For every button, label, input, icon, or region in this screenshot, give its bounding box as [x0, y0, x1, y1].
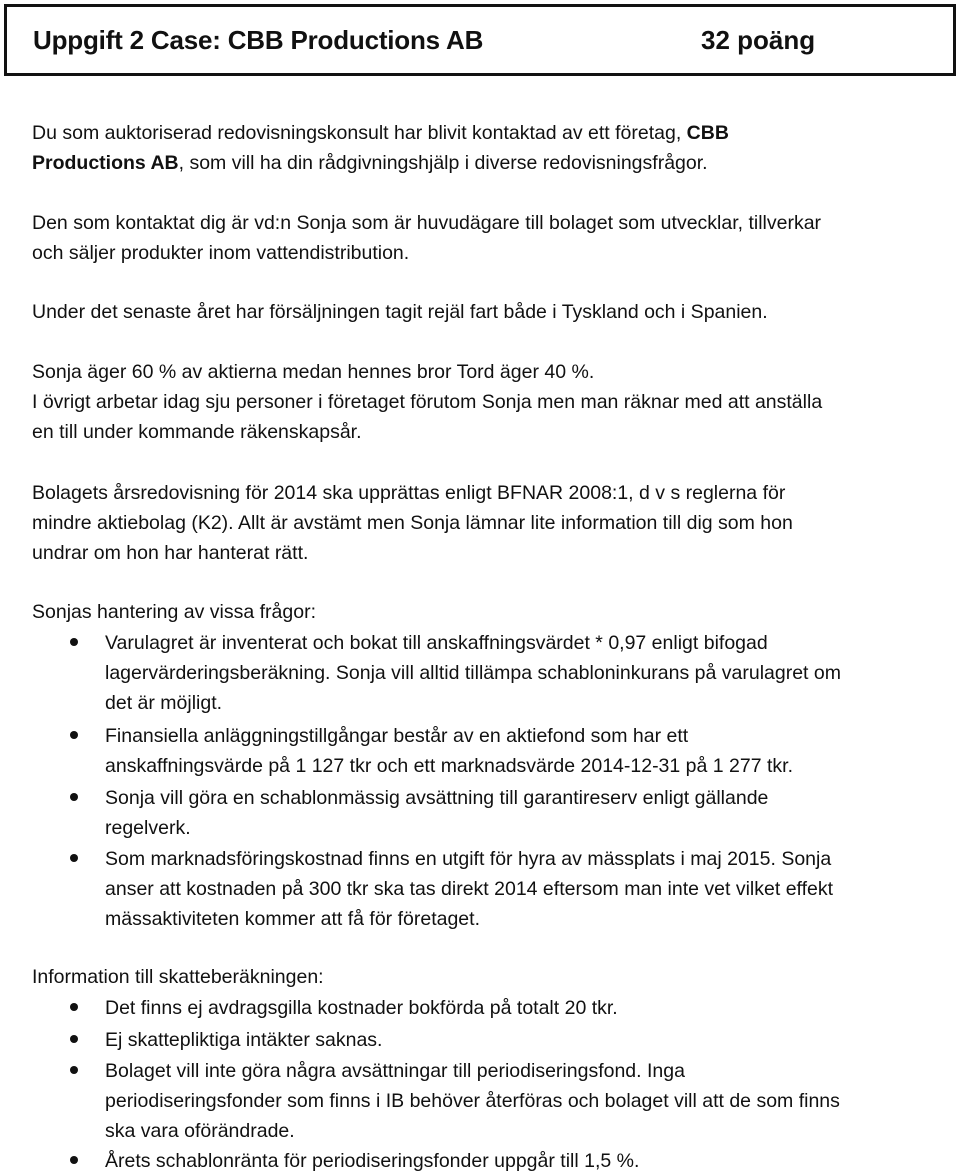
bullet-icon	[70, 638, 78, 646]
bullet-item	[105, 1056, 955, 1146]
bullet-icon	[70, 854, 78, 862]
paragraph-line: undrar om hon har hanterat rätt.	[32, 542, 309, 564]
bullet-icon	[70, 731, 78, 739]
bullet-line: Som marknadsföringskostnad finns en utgift för hyra av mässplats i maj 2015. Sonja	[105, 848, 832, 870]
bullet-item	[105, 1025, 955, 1055]
bullet-line: regelverk.	[105, 817, 191, 839]
paragraph-line: I övrigt arbetar idag sju personer i företaget förutom Sonja men man räknar med att anställa	[32, 391, 823, 413]
bullet-icon	[70, 1035, 78, 1043]
company-name-part1: CBB	[686, 122, 729, 144]
bullet-item	[105, 721, 955, 781]
bullet-item	[105, 844, 955, 934]
bullet-line: Ej skattepliktiga intäkter saknas.	[105, 1029, 383, 1051]
bullet-icon	[70, 1066, 78, 1074]
sales-paragraph: Under det senaste året har försäljningen tagit rejäl fart både i Tyskland och i Spanien.	[32, 301, 768, 323]
bullet-item	[105, 783, 955, 843]
bullet-line: lagervärderingsberäkning. Sonja vill alltid tillämpa schabloninkurans på varulagret om	[105, 662, 841, 684]
bullet-line: det är möjligt.	[105, 692, 223, 714]
paragraph-line: Bolagets årsredovisning för 2014 ska upprättas enligt BFNAR 2008:1, d v s reglerna för	[32, 482, 786, 504]
company-name-part2: Productions AB	[32, 152, 179, 174]
bullet-line: Varulagret är inventerat och bokat till anskaffningsvärdet * 0,97 enligt bifogad	[105, 632, 768, 654]
bullet-icon	[70, 1156, 78, 1164]
bullet-line: Finansiella anläggningstillgångar består av en aktiefond som har ett	[105, 725, 689, 747]
bullet-item	[105, 1146, 955, 1176]
paragraph-line: och säljer produkter inom vattendistribution.	[32, 242, 410, 264]
bullet-line: Årets schablonränta för periodiseringsfonder uppgår till 1,5 %.	[105, 1150, 640, 1172]
bullet-line: mässaktiviteten kommer att få för företaget.	[105, 908, 480, 930]
employees-paragraph	[32, 387, 956, 447]
bullet-line: periodiseringsfonder som finns i IB behöver återföras och bolaget vill att de som finns	[105, 1090, 840, 1112]
bullet-line: anser att kostnaden på 300 tkr ska tas direkt 2014 eftersom man inte vet vilket effekt	[105, 878, 834, 900]
intro-text-end: , som vill ha din rådgivningshjälp i diverse redovisningsfrågor.	[178, 152, 708, 174]
intro-text: Du som auktoriserad redovisningskonsult har blivit kontaktad av ett företag,	[32, 122, 687, 144]
paragraph-line: en till under kommande räkenskapsår.	[32, 421, 362, 443]
paragraph-line: Den som kontaktat dig är vd:n Sonja som är huvudägare till bolaget som utvecklar, tillverkar	[32, 212, 822, 234]
contact-paragraph	[32, 208, 956, 268]
assignment-header-box	[4, 4, 956, 76]
bullet-line: anskaffningsvärde på 1 127 tkr och ett marknadsvärde 2014-12-31 på 1 277 tkr.	[105, 755, 793, 777]
assignment-points: 32 poäng	[701, 25, 816, 55]
sonja-section-heading: Sonjas hantering av vissa frågor:	[32, 601, 316, 623]
paragraph-line: mindre aktiebolag (K2). Allt är avstämt men Sonja lämnar lite information till dig som hon	[32, 512, 793, 534]
bullet-item	[105, 628, 955, 718]
bullet-icon	[70, 793, 78, 801]
ownership-paragraph: Sonja äger 60 % av aktierna medan hennes bror Tord äger 40 %.	[32, 361, 595, 383]
bullet-item	[105, 993, 955, 1023]
bullet-icon	[70, 1003, 78, 1011]
bullet-line: Det finns ej avdragsgilla kostnader bokförda på totalt 20 tkr.	[105, 997, 618, 1019]
assignment-title: Uppgift 2 Case: CBB Productions AB	[33, 25, 484, 55]
bullet-line: ska vara oförändrade.	[105, 1120, 295, 1142]
bullet-line: Sonja vill göra en schablonmässig avsättning till garantireserv enligt gällande	[105, 787, 769, 809]
intro-paragraph	[32, 118, 956, 178]
bullet-line: Bolaget vill inte göra några avsättningar till periodiseringsfond. Inga	[105, 1060, 685, 1082]
tax-section-heading: Information till skatteberäkningen:	[32, 966, 324, 988]
annual-report-paragraph	[32, 478, 956, 568]
